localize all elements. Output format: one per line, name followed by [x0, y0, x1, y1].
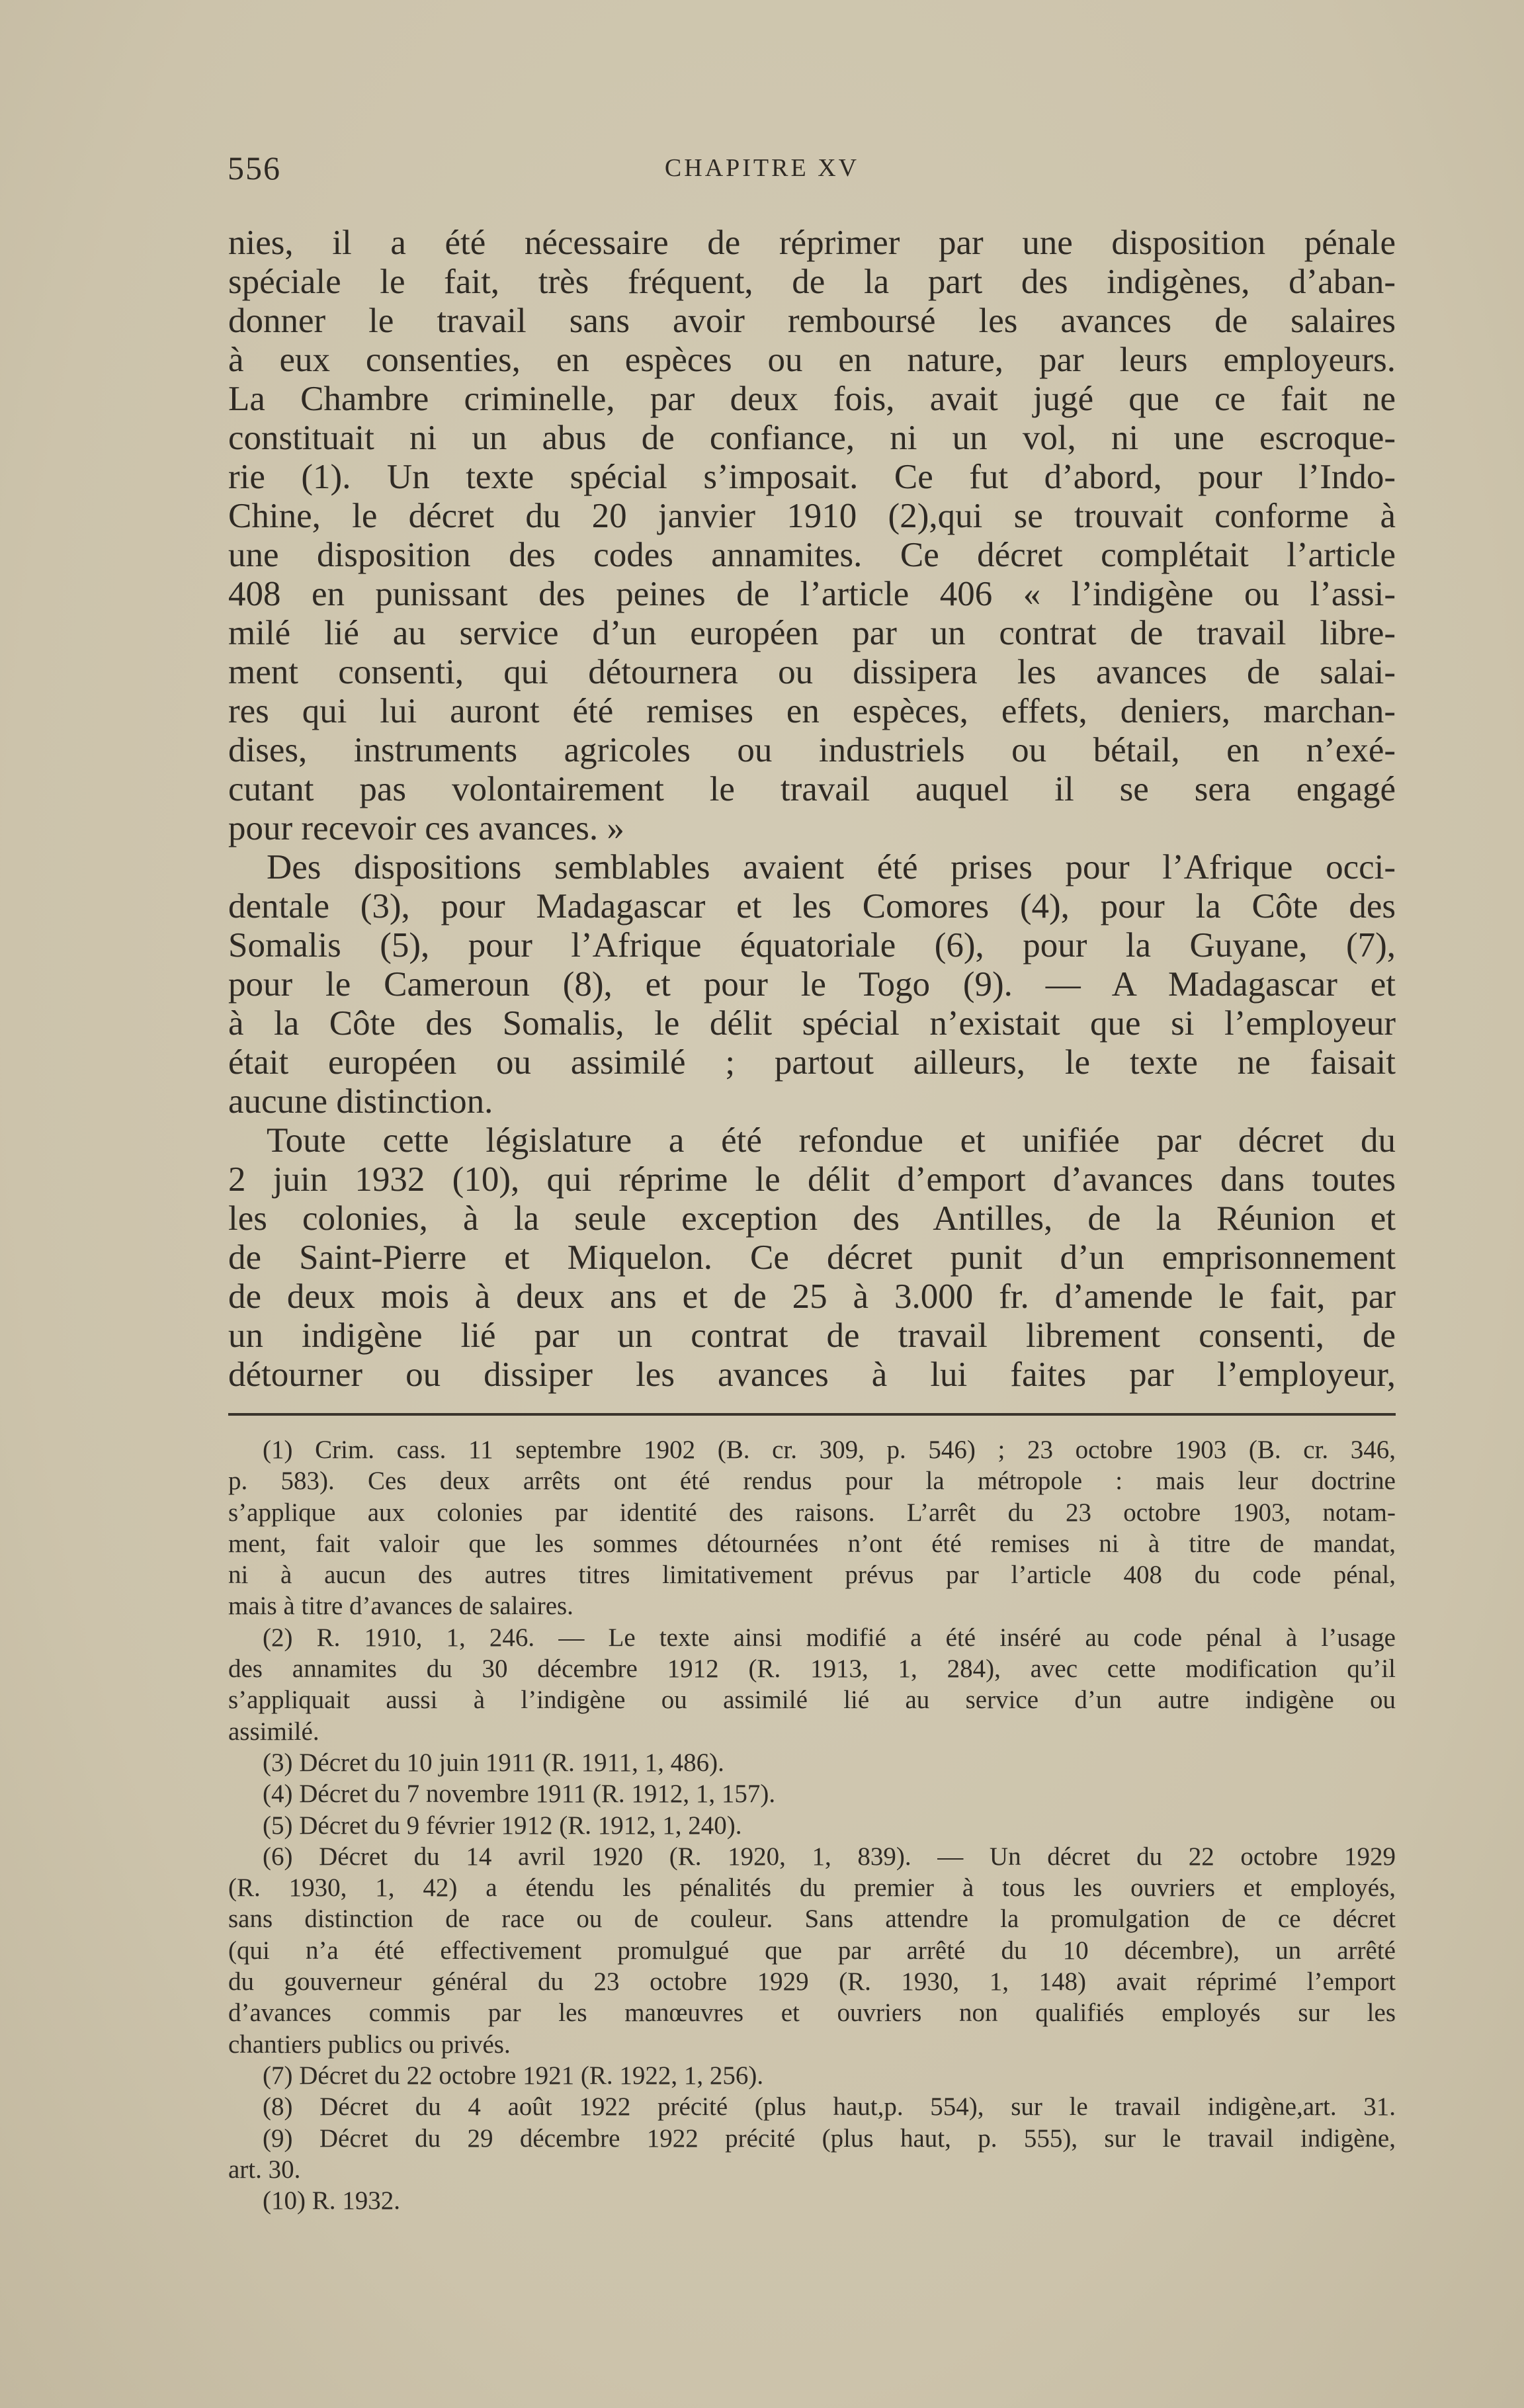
text-line: pour le Cameroun (8), et pour le Togo (9). — A Madagascar et — [228, 965, 1396, 1004]
text-line: 2 juin 1932 (10), qui réprime le délit d’emport d’avances dans toutes — [228, 1160, 1396, 1199]
footnote-line: du gouverneur général du 23 octobre 1929 (R. 1930, 1, 148) avait réprimé l’emport — [228, 1967, 1396, 1997]
text-line: donner le travail sans avoir remboursé les avances de salaires — [228, 302, 1396, 340]
text-line: milé lié au service d’un européen par un contrat de travail libre- — [228, 614, 1396, 652]
text-line: Toute cette législature a été refondue et unifiée par décret du — [267, 1121, 1396, 1160]
footnote-line: (5) Décret du 9 février 1912 (R. 1912, 1, 240). — [263, 1811, 742, 1840]
text-line: constituait ni un abus de confiance, ni un vol, ni une escroque- — [228, 419, 1396, 457]
text-line: Des dispositions semblables avaient été prises pour l’Afrique occi- — [267, 848, 1396, 886]
footnote-line: (8) Décret du 4 août 1922 précité (plus haut,p. 554), sur le travail indigène,art. 31. — [263, 2092, 1396, 2122]
footnote-line: (1) Crim. cass. 11 septembre 1902 (B. cr. 309, p. 546) ; 23 octobre 1903 (B. cr. 346, — [263, 1436, 1396, 1464]
footnote-line: ment, fait valoir que les sommes détournées n’ont été remises ni à titre de mandat, — [228, 1529, 1396, 1558]
footnote-line: (4) Décret du 7 novembre 1911 (R. 1912, 1, 157). — [263, 1780, 776, 1809]
footnote-line: s’appliquait aussi à l’indigène ou assimilé lié au service d’un autre indigène ou — [228, 1686, 1396, 1715]
text-line: dises, instruments agricoles ou industriels ou bétail, en n’exé- — [228, 731, 1396, 769]
footnote-line: mais à titre d’avances de salaires. — [228, 1592, 573, 1621]
footnote-line: ni à aucun des autres titres limitativement prévus par l’article 408 du code pénal, — [228, 1561, 1396, 1590]
footnote-line: p. 583). Ces deux arrêts ont été rendus pour la métropole : mais leur doctrine — [228, 1467, 1396, 1496]
text-line: à eux consenties, en espèces ou en nature, par leurs employeurs. — [228, 341, 1396, 379]
footnote-line: (3) Décret du 10 juin 1911 (R. 1911, 1, 486). — [263, 1748, 724, 1777]
running-title: CHAPITRE XV — [664, 154, 860, 182]
footnote-line: sans distinction de race ou de couleur. Sans attendre la promulgation de ce décret — [228, 1905, 1396, 1934]
text-line: aucune distinction. — [228, 1082, 493, 1121]
text-line: La Chambre criminelle, par deux fois, avait jugé que ce fait ne — [228, 380, 1396, 418]
text-line: à la Côte des Somalis, le délit spécial n’existait que si l’employeur — [228, 1004, 1396, 1043]
footnote-line: (6) Décret du 14 avril 1920 (R. 1920, 1, 839). — Un décret du 22 octobre 1929 — [263, 1842, 1396, 1871]
text-line: un indigène lié par un contrat de travail librement consenti, de — [228, 1316, 1396, 1355]
text-line: ment consenti, qui détournera ou dissipera les avances de salai- — [228, 653, 1396, 691]
text-line: détourner ou dissiper les avances à lui faites par l’employeur, — [228, 1355, 1396, 1394]
text-line: de Saint-Pierre et Miquelon. Ce décret punit d’un emprisonnement — [228, 1238, 1396, 1277]
text-line: nies, il a été nécessaire de réprimer par une disposition pénale — [228, 224, 1396, 262]
text-line: les colonies, à la seule exception des Antilles, de la Réunion et — [228, 1199, 1396, 1238]
text-line: 408 en punissant des peines de l’article 406 « l’indigène ou l’assi- — [228, 575, 1396, 613]
footnote-line: (7) Décret du 22 octobre 1921 (R. 1922, 1, 256). — [263, 2061, 764, 2090]
text-line: spéciale le fait, très fréquent, de la part des indigènes, d’aban- — [228, 263, 1396, 301]
footnote-line: (10) R. 1932. — [263, 2186, 400, 2215]
footnote-line: art. 30. — [228, 2155, 301, 2184]
footnote-line: chantiers publics ou privés. — [228, 2030, 511, 2059]
footnote-line: (qui n’a été effectivement promulgué que par arrêté du 10 décembre), un arrêté — [228, 1936, 1396, 1965]
main-text — [228, 224, 1396, 1395]
text-line: Somalis (5), pour l’Afrique équatoriale (6), pour la Guyane, (7), — [228, 926, 1396, 965]
text-line: cutant pas volontairement le travail auquel il se sera engagé — [228, 770, 1396, 808]
text-line: était européen ou assimilé ; partout ailleurs, le texte ne faisait — [228, 1043, 1396, 1082]
footnote-line: (R. 1930, 1, 42) a étendu les pénalités du premier à tous les ouvriers et employés, — [228, 1873, 1396, 1903]
page-number: 556 — [228, 150, 281, 187]
text-line: res qui lui auront été remises en espèces, effets, deniers, marchan- — [228, 692, 1396, 730]
footnote-line: assimilé. — [228, 1717, 319, 1746]
text-line: Chine, le décret du 20 janvier 1910 (2),qui se trouvait conforme à — [228, 497, 1396, 535]
footnotes — [228, 1434, 1396, 2216]
footnote-line: des annamites du 30 décembre 1912 (R. 1913, 1, 284), avec cette modification qu’il — [228, 1655, 1396, 1684]
text-line: de deux mois à deux ans et de 25 à 3.000 fr. d’amende le fait, par — [228, 1277, 1396, 1316]
footnote-line: (2) R. 1910, 1, 246. — Le texte ainsi modifié a été inséré au code pénal à l’usage — [263, 1623, 1396, 1652]
text-line: une disposition des codes annamites. Ce décret complétait l’article — [228, 536, 1396, 574]
footnote-line: d’avances commis par les manœuvres et ouvriers non qualifiés employés sur les — [228, 1999, 1396, 2028]
text-line: pour recevoir ces avances. » — [228, 809, 624, 847]
text-line: dentale (3), pour Madagascar et les Comores (4), pour la Côte des — [228, 887, 1396, 925]
text-line: rie (1). Un texte spécial s’imposait. Ce fut d’abord, pour l’Indo- — [228, 458, 1396, 496]
footnote-divider — [228, 1413, 1396, 1416]
footnote-line: (9) Décret du 29 décembre 1922 précité (plus haut, p. 555), sur le travail indigène, — [263, 2124, 1396, 2153]
footnote-line: s’applique aux colonies par identité des raisons. L’arrêt du 23 octobre 1903, notam- — [228, 1498, 1396, 1527]
